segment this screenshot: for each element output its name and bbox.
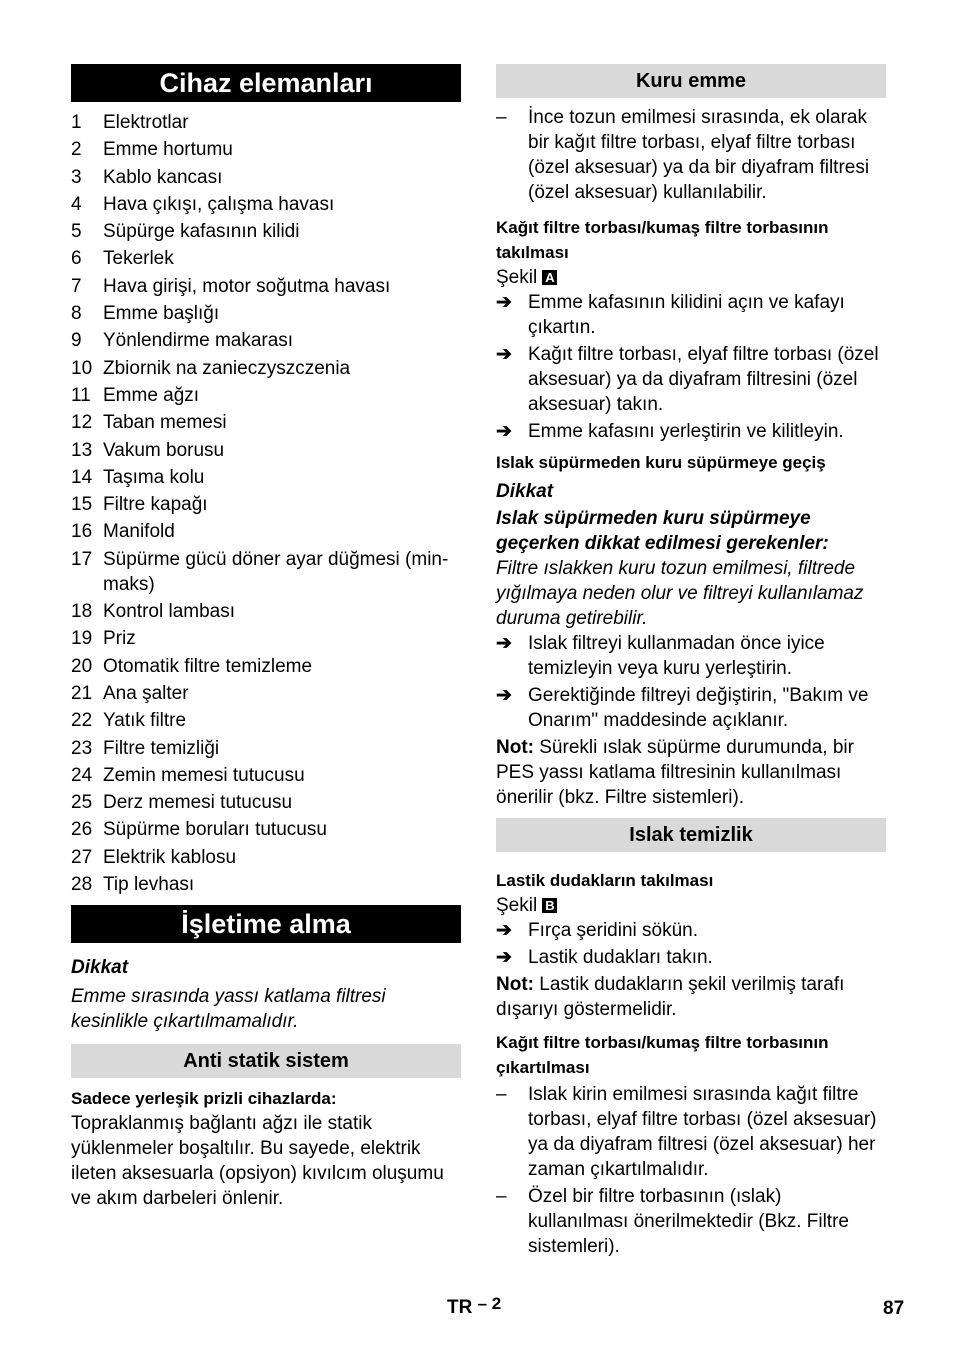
step-item bbox=[496, 290, 886, 340]
component-label: Elektrik kablosu bbox=[103, 846, 237, 868]
component-label: Vakum borusu bbox=[103, 439, 225, 461]
component-number: 5 bbox=[71, 221, 82, 243]
arrow-icon: ➔ bbox=[496, 633, 512, 654]
figure-ref-b bbox=[496, 893, 886, 918]
component-number: 16 bbox=[71, 521, 93, 543]
arrow-icon: ➔ bbox=[496, 292, 512, 313]
component-number: 2 bbox=[71, 139, 82, 161]
switch-note-text: Sürekli ıslak süpürme durumunda, bir PES yassı katlama filtresinin kullanılması önerilir (bkz. Filtre sistemleri). bbox=[496, 737, 854, 808]
component-item bbox=[71, 137, 461, 162]
component-number: 19 bbox=[71, 628, 93, 650]
lips-steps bbox=[496, 918, 886, 970]
component-number: 11 bbox=[71, 384, 91, 406]
component-number: 10 bbox=[71, 357, 93, 379]
components-list bbox=[71, 110, 461, 897]
arrow-icon: ➔ bbox=[496, 344, 512, 365]
component-item bbox=[71, 383, 461, 408]
switch-steps bbox=[496, 631, 886, 733]
component-label: Kontrol lambası bbox=[103, 601, 236, 623]
component-label: Emme ağzı bbox=[103, 384, 200, 406]
step-item-text: Kağıt filtre torbası, elyaf filtre torbası (özel aksesuar) ya da diyafram filtresini (özel aksesuar) takın. bbox=[528, 344, 879, 415]
component-label: Emme başlığı bbox=[103, 303, 220, 325]
figure-label: Şekil bbox=[496, 895, 538, 916]
component-item bbox=[71, 790, 461, 815]
component-item bbox=[71, 736, 461, 761]
arrow-icon: ➔ bbox=[496, 920, 512, 941]
component-number: 17 bbox=[71, 548, 93, 570]
component-number: 28 bbox=[71, 874, 93, 896]
component-number: 9 bbox=[71, 330, 82, 352]
component-item bbox=[71, 274, 461, 299]
bag-remove-items bbox=[496, 1082, 886, 1259]
component-item bbox=[71, 872, 461, 897]
component-label: Süpürme gücü döner ayar düğmesi (min-maks) bbox=[103, 548, 449, 595]
component-label: Otomatik filtre temizleme bbox=[103, 655, 313, 677]
arrow-icon: ➔ bbox=[496, 947, 512, 968]
step-item-text: Emme kafasını yerleştirin ve kilitleyin. bbox=[528, 421, 844, 442]
component-item bbox=[71, 219, 461, 244]
component-item bbox=[71, 410, 461, 435]
component-item bbox=[71, 328, 461, 353]
component-item bbox=[71, 547, 461, 597]
section-heading-dry: Kuru emme bbox=[496, 64, 886, 98]
dash-marker: – bbox=[496, 1186, 507, 1207]
lips-note-text: Lastik dudakların şekil verilmiş tarafı dışarıyı göstermelidir. bbox=[496, 974, 845, 1020]
dash-marker: – bbox=[496, 1084, 507, 1105]
bag-install-heading: Kağıt filtre torbası/kumaş filtre torbasının takılması bbox=[496, 218, 829, 262]
section-heading-components: Cihaz elemanları bbox=[71, 64, 461, 102]
note-label: Not: bbox=[496, 974, 534, 995]
component-label: Zemin memesi tutucusu bbox=[103, 764, 305, 786]
component-item bbox=[71, 246, 461, 271]
step-item-text: Lastik dudakları takın. bbox=[528, 947, 713, 968]
component-number: 14 bbox=[71, 466, 93, 488]
component-number: 24 bbox=[71, 764, 93, 786]
component-number: 8 bbox=[71, 303, 82, 325]
arrow-icon: ➔ bbox=[496, 421, 512, 442]
antistatic-subheading: Sadece yerleşik prizli cihazlarda: bbox=[71, 1089, 337, 1109]
right-column bbox=[496, 64, 886, 1261]
dash-marker: – bbox=[496, 107, 507, 128]
step-item bbox=[496, 631, 886, 681]
switch-caution-head: Islak süpürmeden kuru süpürmeye geçerken dikkat edilmesi gerekenler: bbox=[496, 508, 829, 554]
component-label: Yatık filtre bbox=[103, 710, 187, 732]
footer-lang-code: TR bbox=[447, 1297, 473, 1318]
component-number: 20 bbox=[71, 655, 93, 677]
section-heading-antistatic: Anti statik sistem bbox=[71, 1044, 461, 1078]
step-item bbox=[496, 419, 886, 444]
bag-install-steps bbox=[496, 290, 886, 444]
component-item bbox=[71, 599, 461, 624]
component-item bbox=[71, 519, 461, 544]
component-number: 23 bbox=[71, 737, 93, 759]
switch-caution-label: Dikkat bbox=[496, 481, 554, 502]
component-label: Hava girişi, motor soğutma havası bbox=[103, 275, 391, 297]
component-label: Taşıma kolu bbox=[103, 466, 205, 488]
component-item bbox=[71, 626, 461, 651]
component-number: 18 bbox=[71, 601, 93, 623]
footer-language bbox=[447, 1294, 502, 1319]
figure-b-badge: B bbox=[542, 898, 557, 913]
component-label: Filtre temizliği bbox=[103, 737, 220, 759]
switch-heading: Islak süpürmeden kuru süpürmeye geçiş bbox=[496, 453, 826, 472]
component-number: 4 bbox=[71, 193, 82, 215]
switch-note bbox=[496, 735, 886, 810]
step-item bbox=[496, 683, 886, 733]
component-item bbox=[71, 681, 461, 706]
component-number: 12 bbox=[71, 412, 93, 434]
component-number: 26 bbox=[71, 819, 93, 841]
component-label: Tekerlek bbox=[103, 248, 174, 270]
step-item-text: Emme kafasının kilidini açın ve kafayı çıkartın. bbox=[528, 292, 845, 338]
component-item bbox=[71, 654, 461, 679]
component-number: 1 bbox=[71, 112, 82, 133]
lips-note bbox=[496, 972, 886, 1022]
component-label: Manifold bbox=[103, 521, 175, 543]
component-item bbox=[71, 438, 461, 463]
switch-caution-text: Filtre ıslakken kuru tozun emilmesi, filtrede yığılmaya neden olur ve filtreyi kullanılamaz duruma getirebilir. bbox=[496, 558, 864, 629]
section-heading-startup: İşletime alma bbox=[71, 905, 461, 943]
step-item-text: Islak filtreyi kullanmadan önce iyice temizleyin veya kuru yerleştirin. bbox=[528, 633, 825, 679]
component-label: Taban memesi bbox=[103, 412, 227, 434]
component-label: Zbiornik na zanieczyszczenia bbox=[103, 357, 351, 379]
dash-item-text: Özel bir filtre torbasının (ıslak) kullanılması önerilmektedir (Bkz. Filtre sistemleri). bbox=[528, 1186, 849, 1257]
component-number: 21 bbox=[71, 682, 93, 704]
component-label: Elektrotlar bbox=[103, 112, 189, 133]
component-label: Süpürge kafasının kilidi bbox=[103, 221, 300, 243]
component-label: Tip levhası bbox=[103, 874, 195, 896]
component-item bbox=[71, 301, 461, 326]
step-item bbox=[496, 342, 886, 417]
antistatic-text: Topraklanmış bağlantı ağzı ile statik yüklenmeler boşaltılır. Bu sayede, elektrik ileten aksesuarla (opsiyon) kıvılcım oluşumu ve akım darbeleri önlenir. bbox=[71, 1113, 444, 1210]
dash-item bbox=[496, 1082, 886, 1182]
component-label: Derz memesi tutucusu bbox=[103, 792, 293, 814]
component-item bbox=[71, 356, 461, 381]
component-label: Priz bbox=[103, 628, 136, 650]
component-label: Filtre kapağı bbox=[103, 494, 208, 516]
component-number: 15 bbox=[71, 494, 93, 516]
figure-label: Şekil bbox=[496, 267, 538, 288]
dash-item-text: Islak kirin emilmesi sırasında kağıt filtre torbası, elyaf filtre torbası (özel aksesuar) ya da diyafram filtresi (özel aksesuar) her zaman çıkartılmalıdır. bbox=[528, 1084, 877, 1180]
component-item bbox=[71, 192, 461, 217]
figure-ref-a bbox=[496, 265, 886, 290]
caution-label: Dikkat bbox=[71, 957, 129, 979]
component-item bbox=[71, 708, 461, 733]
component-item bbox=[71, 845, 461, 870]
page-number: 87 bbox=[883, 1298, 905, 1319]
component-label: Yönlendirme makarası bbox=[103, 330, 294, 352]
note-label: Not: bbox=[496, 737, 534, 758]
component-number: 6 bbox=[71, 248, 82, 270]
component-number: 3 bbox=[71, 166, 82, 188]
component-label: Süpürme boruları tutucusu bbox=[103, 819, 327, 841]
component-item bbox=[71, 465, 461, 490]
component-number: 25 bbox=[71, 792, 93, 814]
dash-item bbox=[496, 1184, 886, 1259]
dry-note-text: İnce tozun emilmesi sırasında, ek olarak bir kağıt filtre torbası, elyaf filtre torbası (özel aksesuar) ya da bir diyafram filtresi (özel aksesuar) kullanılabilir. bbox=[528, 107, 870, 203]
lips-heading: Lastik dudakların takılması bbox=[496, 871, 714, 890]
component-number: 22 bbox=[71, 710, 93, 732]
step-item-text: Fırça şeridini sökün. bbox=[528, 920, 699, 941]
dry-note-item bbox=[496, 105, 886, 205]
section-heading-wet: Islak temizlik bbox=[496, 818, 886, 852]
footer-section: – 2 bbox=[477, 1294, 502, 1313]
component-item bbox=[71, 492, 461, 517]
component-label: Kablo kancası bbox=[103, 166, 223, 188]
left-column bbox=[71, 64, 461, 1211]
step-item bbox=[496, 918, 886, 943]
component-item bbox=[71, 763, 461, 788]
component-label: Ana şalter bbox=[103, 682, 189, 704]
arrow-icon: ➔ bbox=[496, 685, 512, 706]
component-number: 13 bbox=[71, 439, 93, 461]
component-label: Emme hortumu bbox=[103, 139, 233, 161]
component-number: 7 bbox=[71, 275, 82, 297]
component-label: Hava çıkışı, çalışma havası bbox=[103, 193, 335, 215]
step-item bbox=[496, 945, 886, 970]
step-item-text: Gerektiğinde filtreyi değiştirin, "Bakım ve Onarım" maddesinde açıklanır. bbox=[528, 685, 869, 731]
bag-remove-heading: Kağıt filtre torbası/kumaş filtre torbasının çıkartılması bbox=[496, 1033, 829, 1077]
component-item bbox=[71, 817, 461, 842]
component-item bbox=[71, 165, 461, 190]
caution-text: Emme sırasında yassı katlama filtresi kesinlikle çıkartılmamalıdır. bbox=[71, 986, 386, 1033]
component-item bbox=[71, 110, 461, 135]
component-number: 27 bbox=[71, 846, 93, 868]
figure-a-badge: A bbox=[542, 270, 557, 285]
